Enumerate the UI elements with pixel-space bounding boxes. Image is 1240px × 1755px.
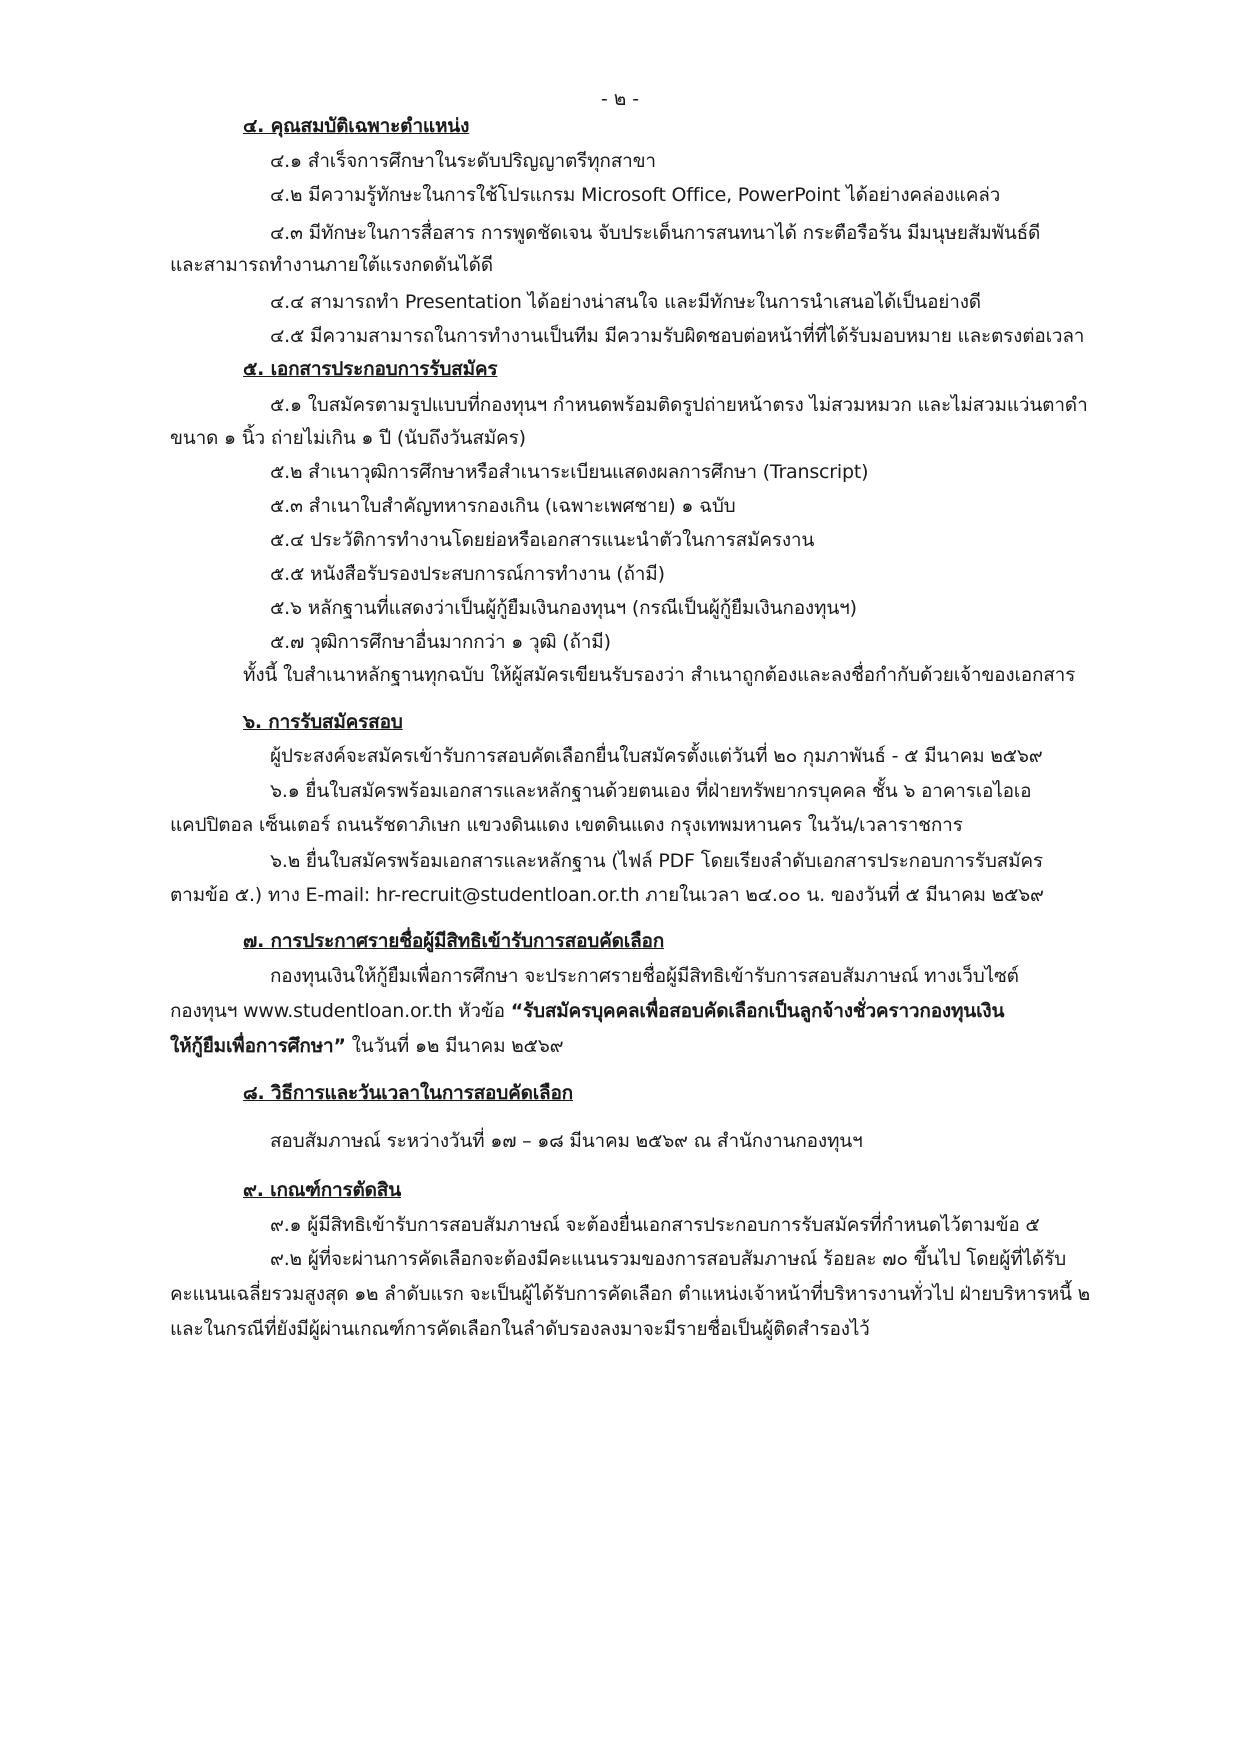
section-6-item-2: ๖.๒ ยื่นใบสมัครพร้อมเอกสารและหลักฐาน (ไฟล์ PDF โดยเรียงลำดับเอกสารประกอบการรับสมัคร	[270, 850, 1043, 872]
section-4-item-4: ๔.๔ สามารถทำ Presentation ได้อย่างน่าสนใจ และมีทักษะในการนำเสนอได้เป็นอย่างดี	[270, 291, 981, 313]
section-6-item-2-cont: ตามข้อ ๕.) ทาง E-mail: hr-recruit@studentloan.or.th ภายในเวลา ๒๔.๐๐ น. ของวันที่ ๕ มีนาคม ๒๕๖๙	[170, 884, 1044, 906]
section-7-line-2	[170, 998, 1004, 1024]
section-5-item-3: ๕.๓ สำเนาใบสำคัญทหารกองเกิน (เฉพาะเพศชาย) ๑ ฉบับ	[270, 495, 736, 517]
section-5-item-7: ๕.๗ วุฒิการศึกษาอื่นมากกว่า ๑ วุฒิ (ถ้ามี)	[270, 631, 611, 653]
section-7-heading: ๗. การประกาศรายชื่อผู้มีสิทธิเข้ารับการสอบคัดเลือก	[243, 930, 665, 952]
section-5-item-1-cont: ขนาด ๑ นิ้ว ถ่ายไม่เกิน ๑ ปี (นับถึงวันสมัคร)	[170, 427, 526, 449]
section-8-line-1: สอบสัมภาษณ์ ระหว่างวันที่ ๑๗ – ๑๘ มีนาคม ๒๕๖๙ ณ สำนักงานกองทุนฯ	[270, 1130, 863, 1152]
page-number: - ๒ -	[600, 88, 640, 110]
section-4-item-3: ๔.๓ มีทักษะในการสื่อสาร การพูดชัดเจน จับประเด็นการสนทนาได้ กระตือรือร้น มีมนุษยสัมพันธ์ดี	[270, 222, 1041, 244]
section-4-heading: ๔. คุณสมบัติเฉพาะตำแหน่ง	[243, 115, 470, 137]
section-7-topic-title: “รับสมัครบุคคลเพื่อสอบคัดเลือกเป็นลูกจ้างชั่วคราวกองทุนเงิน	[510, 1000, 1005, 1022]
section-5-note: ทั้งนี้ ใบสำเนาหลักฐานทุกฉบับ ให้ผู้สมัครเขียนรับรองว่า สำเนาถูกต้องและลงชื่อกำกับด้วยเจ้าของเอกสาร	[243, 664, 1076, 686]
section-6-item-1: ๖.๑ ยื่นใบสมัครพร้อมเอกสารและหลักฐานด้วยตนเอง ที่ฝ่ายทรัพยากรบุคคล ชั้น ๖ อาคารเอไอเอ	[270, 780, 1032, 802]
section-6-heading: ๖. การรับสมัครสอบ	[243, 711, 403, 733]
section-4-item-5: ๔.๕ มีความสามารถในการทำงานเป็นทีม มีความรับผิดชอบต่อหน้าที่ที่ได้รับมอบหมาย และตรงต่อเวลา	[270, 325, 1085, 347]
section-5-item-6: ๕.๖ หลักฐานที่แสดงว่าเป็นผู้กู้ยืมเงินกองทุนฯ (กรณีเป็นผู้กู้ยืมเงินกองทุนฯ)	[270, 597, 857, 619]
section-5-item-4: ๕.๔ ประวัติการทำงานโดยย่อหรือเอกสารแนะนำตัวในการสมัครงาน	[270, 529, 815, 551]
section-9-item-2: ๙.๒ ผู้ที่จะผ่านการคัดเลือกจะต้องมีคะแนนรวมของการสอบสัมภาษณ์ ร้อยละ ๗๐ ขึ้นไป โดยผู้ที่ได้รับ	[270, 1248, 1066, 1270]
section-5-heading: ๕. เอกสารประกอบการรับสมัคร	[243, 358, 498, 380]
section-7-line-3	[170, 1033, 563, 1059]
section-7-line-2-text: กองทุนฯ www.studentloan.or.th หัวข้อ	[170, 1000, 511, 1022]
section-6-item-1-cont: แคปปิตอล เซ็นเตอร์ ถนนรัชดาภิเษก แขวงดินแดง เขตดินแดง กรุงเทพมหานคร ในวัน/เวลาราชการ	[170, 814, 963, 836]
section-9-item-2-cont: คะแนนเฉลี่ยรวมสูงสุด ๑๒ ลำดับแรก จะเป็นผู้ได้รับการคัดเลือก ตำแหน่งเจ้าหน้าที่บริหารงานทั่วไป ฝ่ายบริหารหนี้ ๒	[170, 1283, 1090, 1305]
section-9-heading: ๙. เกณฑ์การตัดสิน	[243, 1179, 401, 1201]
section-8-heading: ๘. วิธีการและวันเวลาในการสอบคัดเลือก	[243, 1082, 573, 1104]
section-6-intro: ผู้ประสงค์จะสมัครเข้ารับการสอบคัดเลือกยื่นใบสมัครตั้งแต่วันที่ ๒๐ กุมภาพันธ์ - ๕ มีนาคม ๒๕๖๙	[270, 745, 1043, 767]
section-7-topic-title-cont: ให้กู้ยืมเพื่อการศึกษา”	[170, 1035, 346, 1057]
section-9-item-2-cont2: และในกรณีที่ยังมีผู้ผ่านเกณฑ์การคัดเลือกในลำดับรองลงมาจะมีรายชื่อเป็นผู้ติดสำรองไว้	[170, 1318, 870, 1340]
section-7-line-1: กองทุนเงินให้กู้ยืมเพื่อการศึกษา จะประกาศรายชื่อผู้มีสิทธิเข้ารับการสอบสัมภาษณ์ ทางเว็บไซต์	[270, 965, 1019, 987]
section-4-item-3-cont: และสามารถทำงานภายใต้แรงกดดันได้ดี	[170, 254, 493, 276]
section-5-item-5: ๕.๕ หนังสือรับรองประสบการณ์การทำงาน (ถ้ามี)	[270, 563, 665, 585]
section-5-item-1: ๕.๑ ใบสมัครตามรูปแบบที่กองทุนฯ กำหนดพร้อมติดรูปถ่ายหน้าตรง ไม่สวมหมวก และไม่สวมแว่นตาดำ	[270, 394, 1088, 416]
section-5-item-2: ๕.๒ สำเนาวุฒิการศึกษาหรือสำเนาระเบียนแสดงผลการศึกษา (Transcript)	[270, 461, 869, 483]
section-4-item-2: ๔.๒ มีความรู้ทักษะในการใช้โปรแกรม Microsoft Office, PowerPoint ได้อย่างคล่องแคล่ว	[270, 184, 1001, 206]
section-4-item-1: ๔.๑ สำเร็จการศึกษาในระดับปริญญาตรีทุกสาขา	[270, 150, 656, 172]
section-7-date: ในวันที่ ๑๒ มีนาคม ๒๕๖๙	[345, 1035, 564, 1057]
section-9-item-1: ๙.๑ ผู้มีสิทธิเข้ารับการสอบสัมภาษณ์ จะต้องยื่นเอกสารประกอบการรับสมัครที่กำหนดไว้ตามข้อ ๕	[270, 1214, 1040, 1236]
